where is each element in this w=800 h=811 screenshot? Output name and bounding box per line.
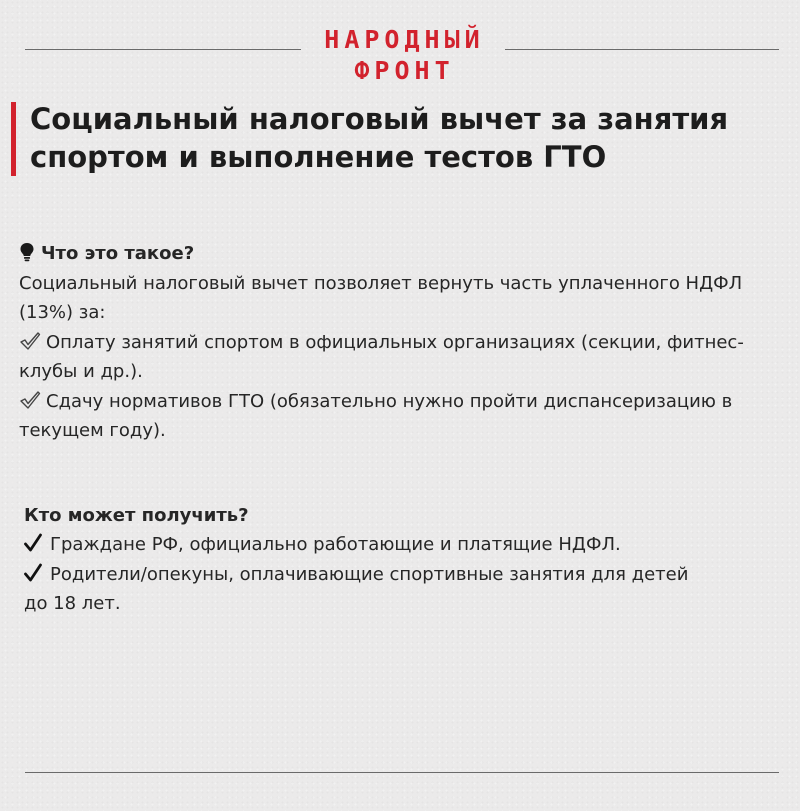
check-outline-icon — [19, 331, 41, 351]
list-item-line-1: Сдачу нормативов ГТО (обязательно нужно пройти диспансеризацию в — [46, 390, 733, 412]
section-what-heading-text: Что это такое? — [41, 243, 195, 264]
list-item-line-1: Оплату занятий спортом в официальных организациях (секции, фитнес- — [46, 331, 744, 353]
intro-line-2: (13%) за: — [19, 302, 106, 323]
lightbulb-icon — [19, 242, 35, 262]
bottom-divider — [25, 772, 779, 773]
article-body — [19, 239, 799, 619]
list-item-line-2: текущем году). — [19, 420, 166, 441]
list-item — [19, 530, 799, 560]
title-accent-bar — [11, 102, 16, 176]
list-item-line-2: клубы и др.). — [19, 361, 143, 382]
logo-line-1: НАРОДНЫЙ — [324, 25, 485, 54]
check-outline-icon — [19, 390, 41, 410]
logo-line-2: ФРОНТ — [354, 56, 455, 85]
title-line-2: спортом и выполнение тестов ГТО — [30, 140, 607, 174]
intro-line-1: Социальный налоговый вычет позволяет вернуть часть уплаченного НДФЛ — [19, 272, 743, 294]
top-right-divider — [505, 49, 779, 50]
top-left-divider — [25, 49, 301, 50]
title-line-1: Социальный налоговый вычет за занятия — [30, 102, 729, 136]
section-who-heading: Кто может получить? — [24, 504, 249, 526]
list-item-line-2: до 18 лет. — [24, 593, 121, 614]
list-item — [19, 328, 799, 358]
checkmark-icon — [24, 533, 42, 553]
list-item-line-1: Граждане РФ, официально работающие и платящие НДФЛ. — [50, 534, 621, 555]
checkmark-icon — [24, 563, 42, 583]
list-item-line-1: Родители/опекуны, оплачивающие спортивные занятия для детей — [50, 563, 689, 585]
page-title — [30, 100, 790, 176]
list-item — [19, 387, 799, 417]
logo — [302, 24, 502, 86]
section-what-heading — [19, 239, 799, 269]
list-item — [19, 560, 799, 590]
